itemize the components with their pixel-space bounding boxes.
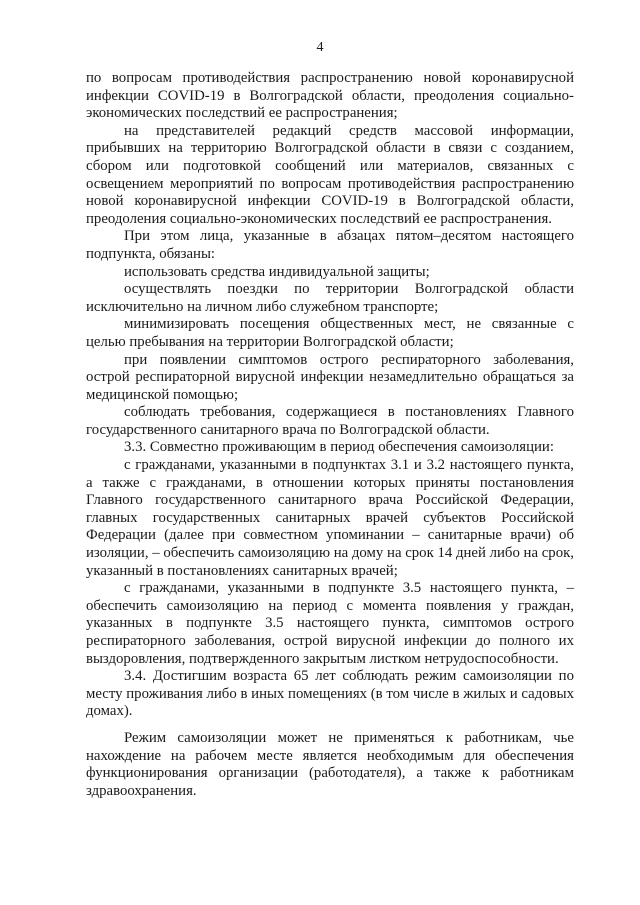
paragraph-public-places: минимизировать посещения общественных мест, не связанные с целью пребывания на территории Волгоградской области;: [86, 316, 574, 350]
paragraph-obligations-intro: При этом лица, указанные в абзацах пятом–десятом настоящего подпункта, обязаны:: [86, 228, 574, 262]
paragraph-continuation: по вопросам противодействия распространению новой коронавирусной инфекции COVID-19 в Волгоградской области, преодоления социально-экономических последствий ее распространения;: [86, 70, 574, 122]
paragraph-cohabitants-symptoms: с гражданами, указанными в подпункте 3.5 настоящего пункта, – обеспечить самоизоляцию на период с момента появления у граждан, указанных в подпункте 3.5 настоящего пункта, симптомов острого респираторного заболевания, острой вирусной инфекции до полного их выздоровления, подтвержденного закрытым листком нетрудоспособности.: [86, 580, 574, 667]
paragraph-section-3-3: 3.3. Совместно проживающим в период обеспечения самоизоляции:: [124, 439, 554, 456]
paragraph-travel: осуществлять поездки по территории Волгоградской области исключительно на личном либо служебном транспорте;: [86, 281, 574, 315]
document-body: [86, 70, 574, 800]
paragraph-requirements: соблюдать требования, содержащиеся в постановлениях Главного государственного санитарного врача по Волгоградской области.: [86, 404, 574, 438]
paragraph-exemption: Режим самоизоляции может не применяться к работникам, чье нахождение на рабочем месте является необходимым для обеспечения функционирования организации (работодателя), а также к работникам здравоохранения.: [86, 729, 574, 799]
page-number: 4: [316, 40, 324, 55]
paragraph-symptoms: при появлении симптомов острого респираторного заболевания, острой респираторной вирусной инфекции незамедлительно обращаться за медицинской помощью;: [86, 351, 574, 403]
paragraph-media-representatives: на представителей редакций средств массовой информации, прибывших на территорию Волгоградской области в связи с созданием, сбором или подготовкой сообщений или материалов, связанных с освещением мероприятий по вопросам противодействия распространению новой коронавирусной инфекции COVID-19 в Волгоградской области, преодоления социально-экономических последствий ее распространения.: [86, 122, 574, 227]
paragraph-section-3-4: 3.4. Достигшим возраста 65 лет соблюдать режим самоизоляции по месту проживания либо в иных помещениях (в том числе в жилых и садовых домах).: [86, 668, 574, 720]
paragraph-protective-equipment: использовать средства индивидуальной защиты;: [124, 263, 430, 280]
paragraph-cohabitants-isolation: с гражданами, указанными в подпунктах 3.1 и 3.2 настоящего пункта, а также с гражданами, в отношении которых приняты постановления Главного государственного санитарного врача Российской Федерации, главных государственных санитарных врачей субъектов Российской Федерации (далее при совместном упоминании – санитарные врачи) об изоляции, – обеспечить самоизоляцию на дому на срок 14 дней либо на срок, указанный в постановлениях санитарных врачей;: [86, 457, 574, 579]
